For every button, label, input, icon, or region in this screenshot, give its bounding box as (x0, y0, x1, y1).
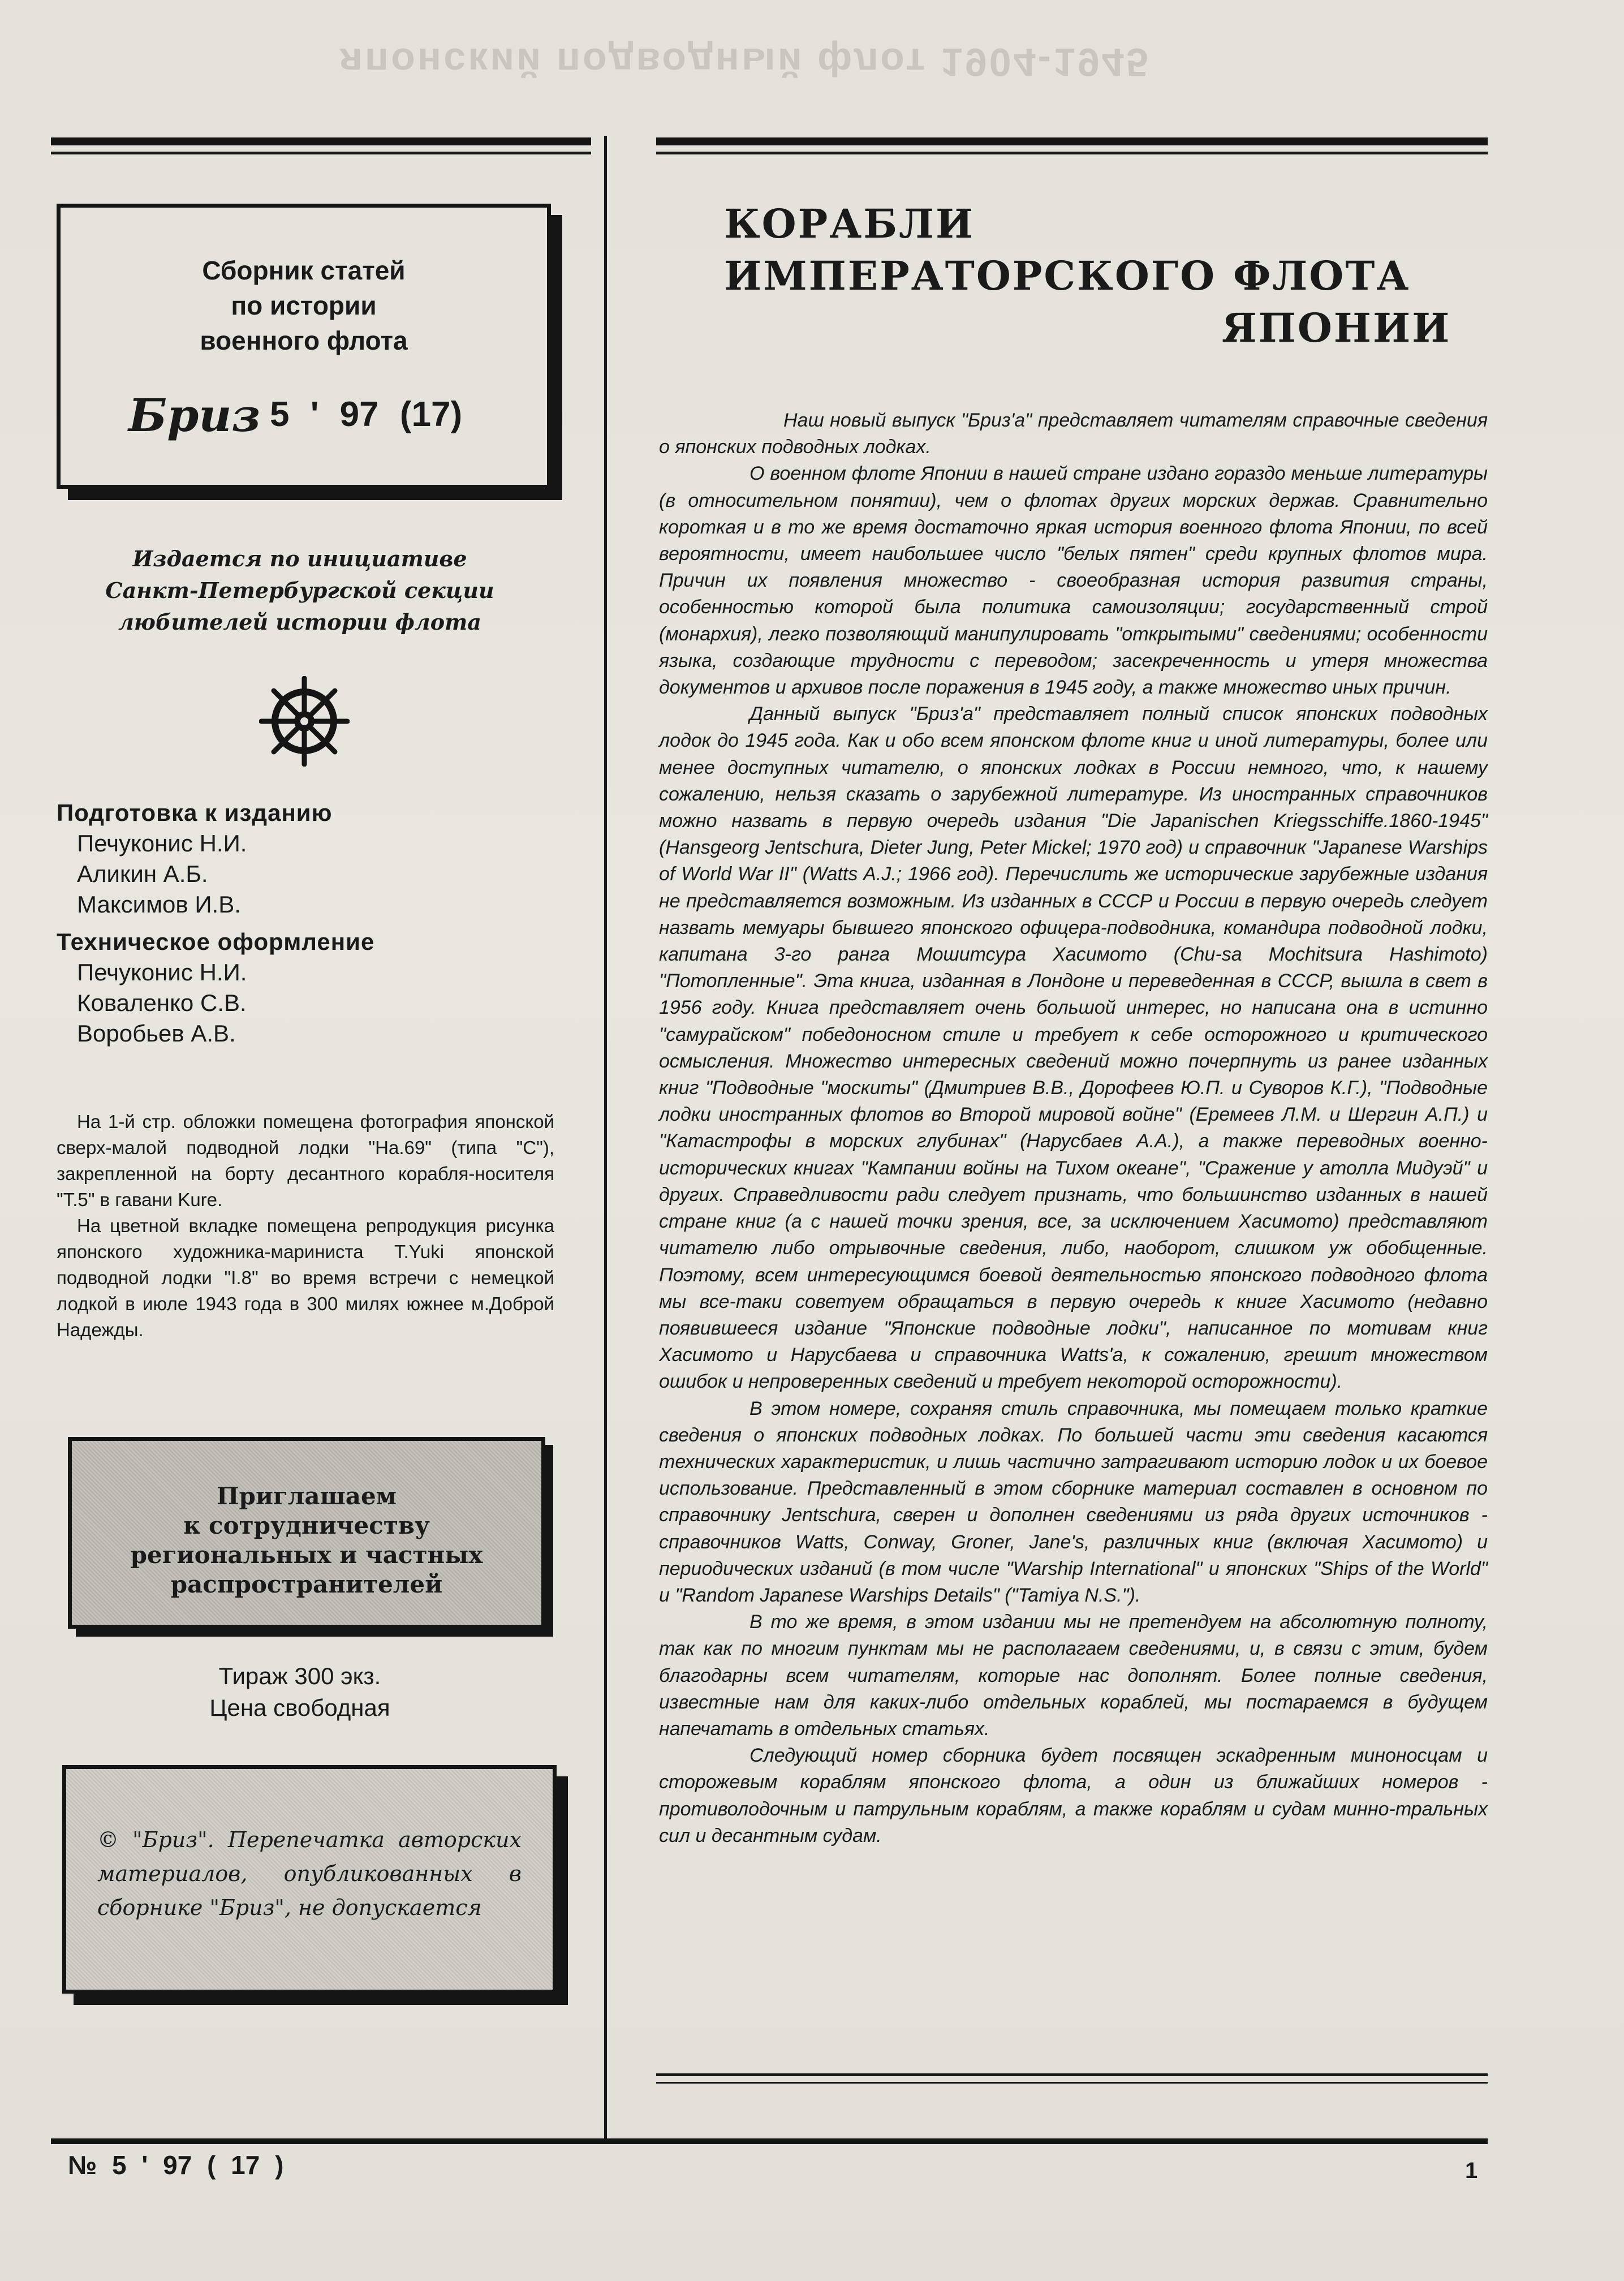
page-number: 1 (1465, 2158, 1478, 2183)
tech-name: Печуконис Н.И. (77, 959, 247, 985)
tech-name: Коваленко С.В. (77, 989, 247, 1016)
cover-note: На 1-й стр. обложки помещена фотография японской сверх-малой подводной лодки "Ha.69" (типа "C"), закрепленной на борту десантного корабля-носителя "T.5" в гавани Kure. (57, 1111, 554, 1210)
tech-name: Воробьев А.В. (77, 1020, 236, 1047)
initiative-line1: Издается по инициативе (132, 546, 467, 571)
tech-heading: Техническое оформление (57, 928, 375, 955)
credits (57, 798, 566, 1049)
copyright-text: © "Бриз". Перепечатка авторских материалов, опубликованных в сборнике "Бриз", не допускается (97, 1827, 522, 1920)
prep-heading: Подготовка к изданию (57, 799, 333, 826)
prep-name: Максимов И.В. (77, 891, 241, 918)
article-paragraph: В этом номере, сохраняя стиль справочника, мы помещаем только краткие сведения о японских подводных лодках. По большей части эти сведения касаются технических характеристик, и лишь частично затрагивают историю лодок и их боевое использование. Представленный в этом сборнике материал составлен в основном по справочнику Jentschura, сверен и дополнен сведениями из ряда других источников - справочников Watts, Conway, Groner, Jane's, различных книг (включая Хасимото) и периодических изданий (в том числе "Warship International" и японских "Ships of the World" и "Random Japanese Warships Details" ("Tamiya N.S."). (659, 1397, 1488, 1606)
article-paragraph: О военном флоте Японии в нашей стране издано гораздо меньше литературы (в относительном понятии), чем о флотах других морских держав. Сравнительно короткая и в то же время достаточно яркая история военного флота Японии, по всей вероятности, имеет наибольшее число "белых пятен" среди крупных флотов мира. Причин их появления множество - своеобразная история развития страны, особенностью которой была политика самоизоляции; государственный строй (монархия), легко позволяющий манипулировать "открытыми" сведениями; особенности языка, создающие трудности с переводом; засекреченность и утеря множества документов и архивов после поражения в 1945 году, а также множество иных причин. (659, 463, 1488, 699)
collection-line3: военного флота (200, 326, 408, 355)
collection-box (57, 204, 551, 489)
article-paragraph: Следующий номер сборника будет посвящен эскадренным миноносцам и сторожевым кораблям японского флота, а один из ближайших номеров - противолодочным и патрульным кораблям, а также кораблям и судам минно-тральных сил и десантным судам. (659, 1745, 1488, 1847)
prep-name: Аликин А.Б. (77, 860, 208, 887)
invitation-box (68, 1437, 545, 1629)
prep-name: Печуконис Н.И. (77, 830, 247, 857)
collection-line1: Сборник статей (202, 256, 406, 285)
initiative-line2: Санкт-Петербургской секции (105, 578, 494, 603)
issue-label: 5 ' 97 (17) (270, 395, 463, 434)
title-line2a: ИМПЕРАТОРСКОГО (724, 252, 1217, 299)
article-bottom-rule-2 (656, 2082, 1488, 2084)
invite-line2: к сотрудничеству (183, 1512, 430, 1539)
cover-notes (57, 1109, 554, 1343)
collection-line2: по истории (231, 291, 377, 320)
invite-line3: региональных и частных (130, 1541, 483, 1569)
footer-rule (51, 2138, 1488, 2144)
article-bottom-rule (656, 2073, 1488, 2076)
top-rule-left (51, 137, 591, 145)
article-title (724, 198, 1516, 351)
article-paragraph: Данный выпуск "Бриз'a" представляет полный список японских подводных лодок до 1945 года. Как и обо всем японском флоте книг и иной литературы, более или менее доступных читателю, о японских лодках в России немного, что, к нашему сожалению, нельзя сказать о зарубежной литературе. Из иностранных справочников можно назвать в первую очередь издания "Die Japanischen Kriegsschiffe.1860-1945" (Hansgeorg Jentschura, Dieter Jung, Peter Mickel; 1970 год) и справочник "Japanese Warships of World War II" (Watts A.J.; 1966 год). Перечислить же исторические зарубежные издания не представляется возможным. Из изданных в СССР и России в первую очередь следует назвать мемуары бывшего японского офицера-подводника, командира подводной лодки, капитана 3-го ранга Мошитсура Хасимото (Chu-sa Mochitsura Hashimoto) "Потопленные". Эта книга, изданная в Лондоне и переведенная в СССР, вышла в свет в 1956 году. Книга представляет очень большой интерес, но написана она в истинно "самурайском" победоносном стиле и требует к себе осторожного и критического осмысления. Множество интересных сведений можно почерпнуть из ранее изданных книг "Подводные "москиты" (Дмитриев В.В., Дорофеев Ю.П. и Суворов К.Г.), "Подводные лодки иностранных флотов во Второй мировой войне" (Еремеев Л.М. и Шергин А.П.) и "Катастрофы в морских глубинах" (Нарусбаев А.А.), а также переводных военно-исторических книгах "Кампании войны на Тихом океане", "Сражение у атолла Мидуэй" и других. Справедливости ради следует признать, что большинство изданных в нашей стране книг (а с нашей точки зрения, все, за исключением Хасимото) представляют читателю либо отрывочные сведения, либо, наоборот, слишком уж обобщенные. Поэтому, всем интересующимся боевой деятельностью японского подводного флота мы все-таки советуем обращаться в первую очередь к книге Хасимото (недавно появившееся издание "Японские подводные лодки", написанное по мотивам книг Хасимото и Нарусбаева и справочника Watts'a, к сожалению, грешит множеством ошибок и непроверенных сведений и требует некоторой осторожности). (659, 703, 1488, 1393)
cover-note: На цветной вкладке помещена репродукция рисунка японского художника-мариниста T.Yuki японской подводной лодки "I.8" во время встречи с немецкой лодкой в июле 1943 года в 300 милях южнее м.Доброй Надежды. (57, 1215, 554, 1340)
top-rule-left-thin (51, 152, 591, 154)
article-paragraph: В то же время, в этом издании мы не претендуем на абсолютную полноту, так как по многим пунктам мы не располагаем сведениями, и, в связи с этим, будем благодарны всем читателям, которые нас дополнят. Более полные сведения, известные нам для каких-либо отдельных кораблей, мы постараемся в будущем напечатать в отдельных статьях. (659, 1611, 1488, 1740)
circulation: Тираж 300 экз. (218, 1663, 381, 1689)
article-paragraph: Наш новый выпуск "Бриз'a" представляет читателям справочные сведения о японских подводных лодках. (659, 410, 1488, 458)
price: Цена свободная (209, 1694, 390, 1721)
footer-issue: № 5 ' 97 ( 17 ) (68, 2150, 284, 2180)
bleed-through-header: японский подводный флот 1904-1945 (339, 40, 1151, 84)
breeze-logo: Бриз (128, 389, 261, 442)
top-rule-right (656, 137, 1488, 145)
article-body (659, 407, 1488, 1849)
top-rule-right-thin (656, 152, 1488, 154)
invite-line4: распространителей (170, 1570, 443, 1598)
initiative-text (57, 543, 543, 638)
invite-line1: Приглашаем (216, 1482, 397, 1510)
copyright-box (62, 1765, 557, 1994)
circulation-info (57, 1660, 543, 1724)
ship-wheel-icon (259, 676, 350, 767)
column-divider (604, 136, 607, 2144)
title-line2b: ФЛОТА (1233, 252, 1411, 299)
initiative-line3: любителей истории флота (118, 609, 481, 635)
title-line3: ЯПОНИИ (1222, 304, 1451, 351)
title-line1: КОРАБЛИ (724, 200, 975, 247)
